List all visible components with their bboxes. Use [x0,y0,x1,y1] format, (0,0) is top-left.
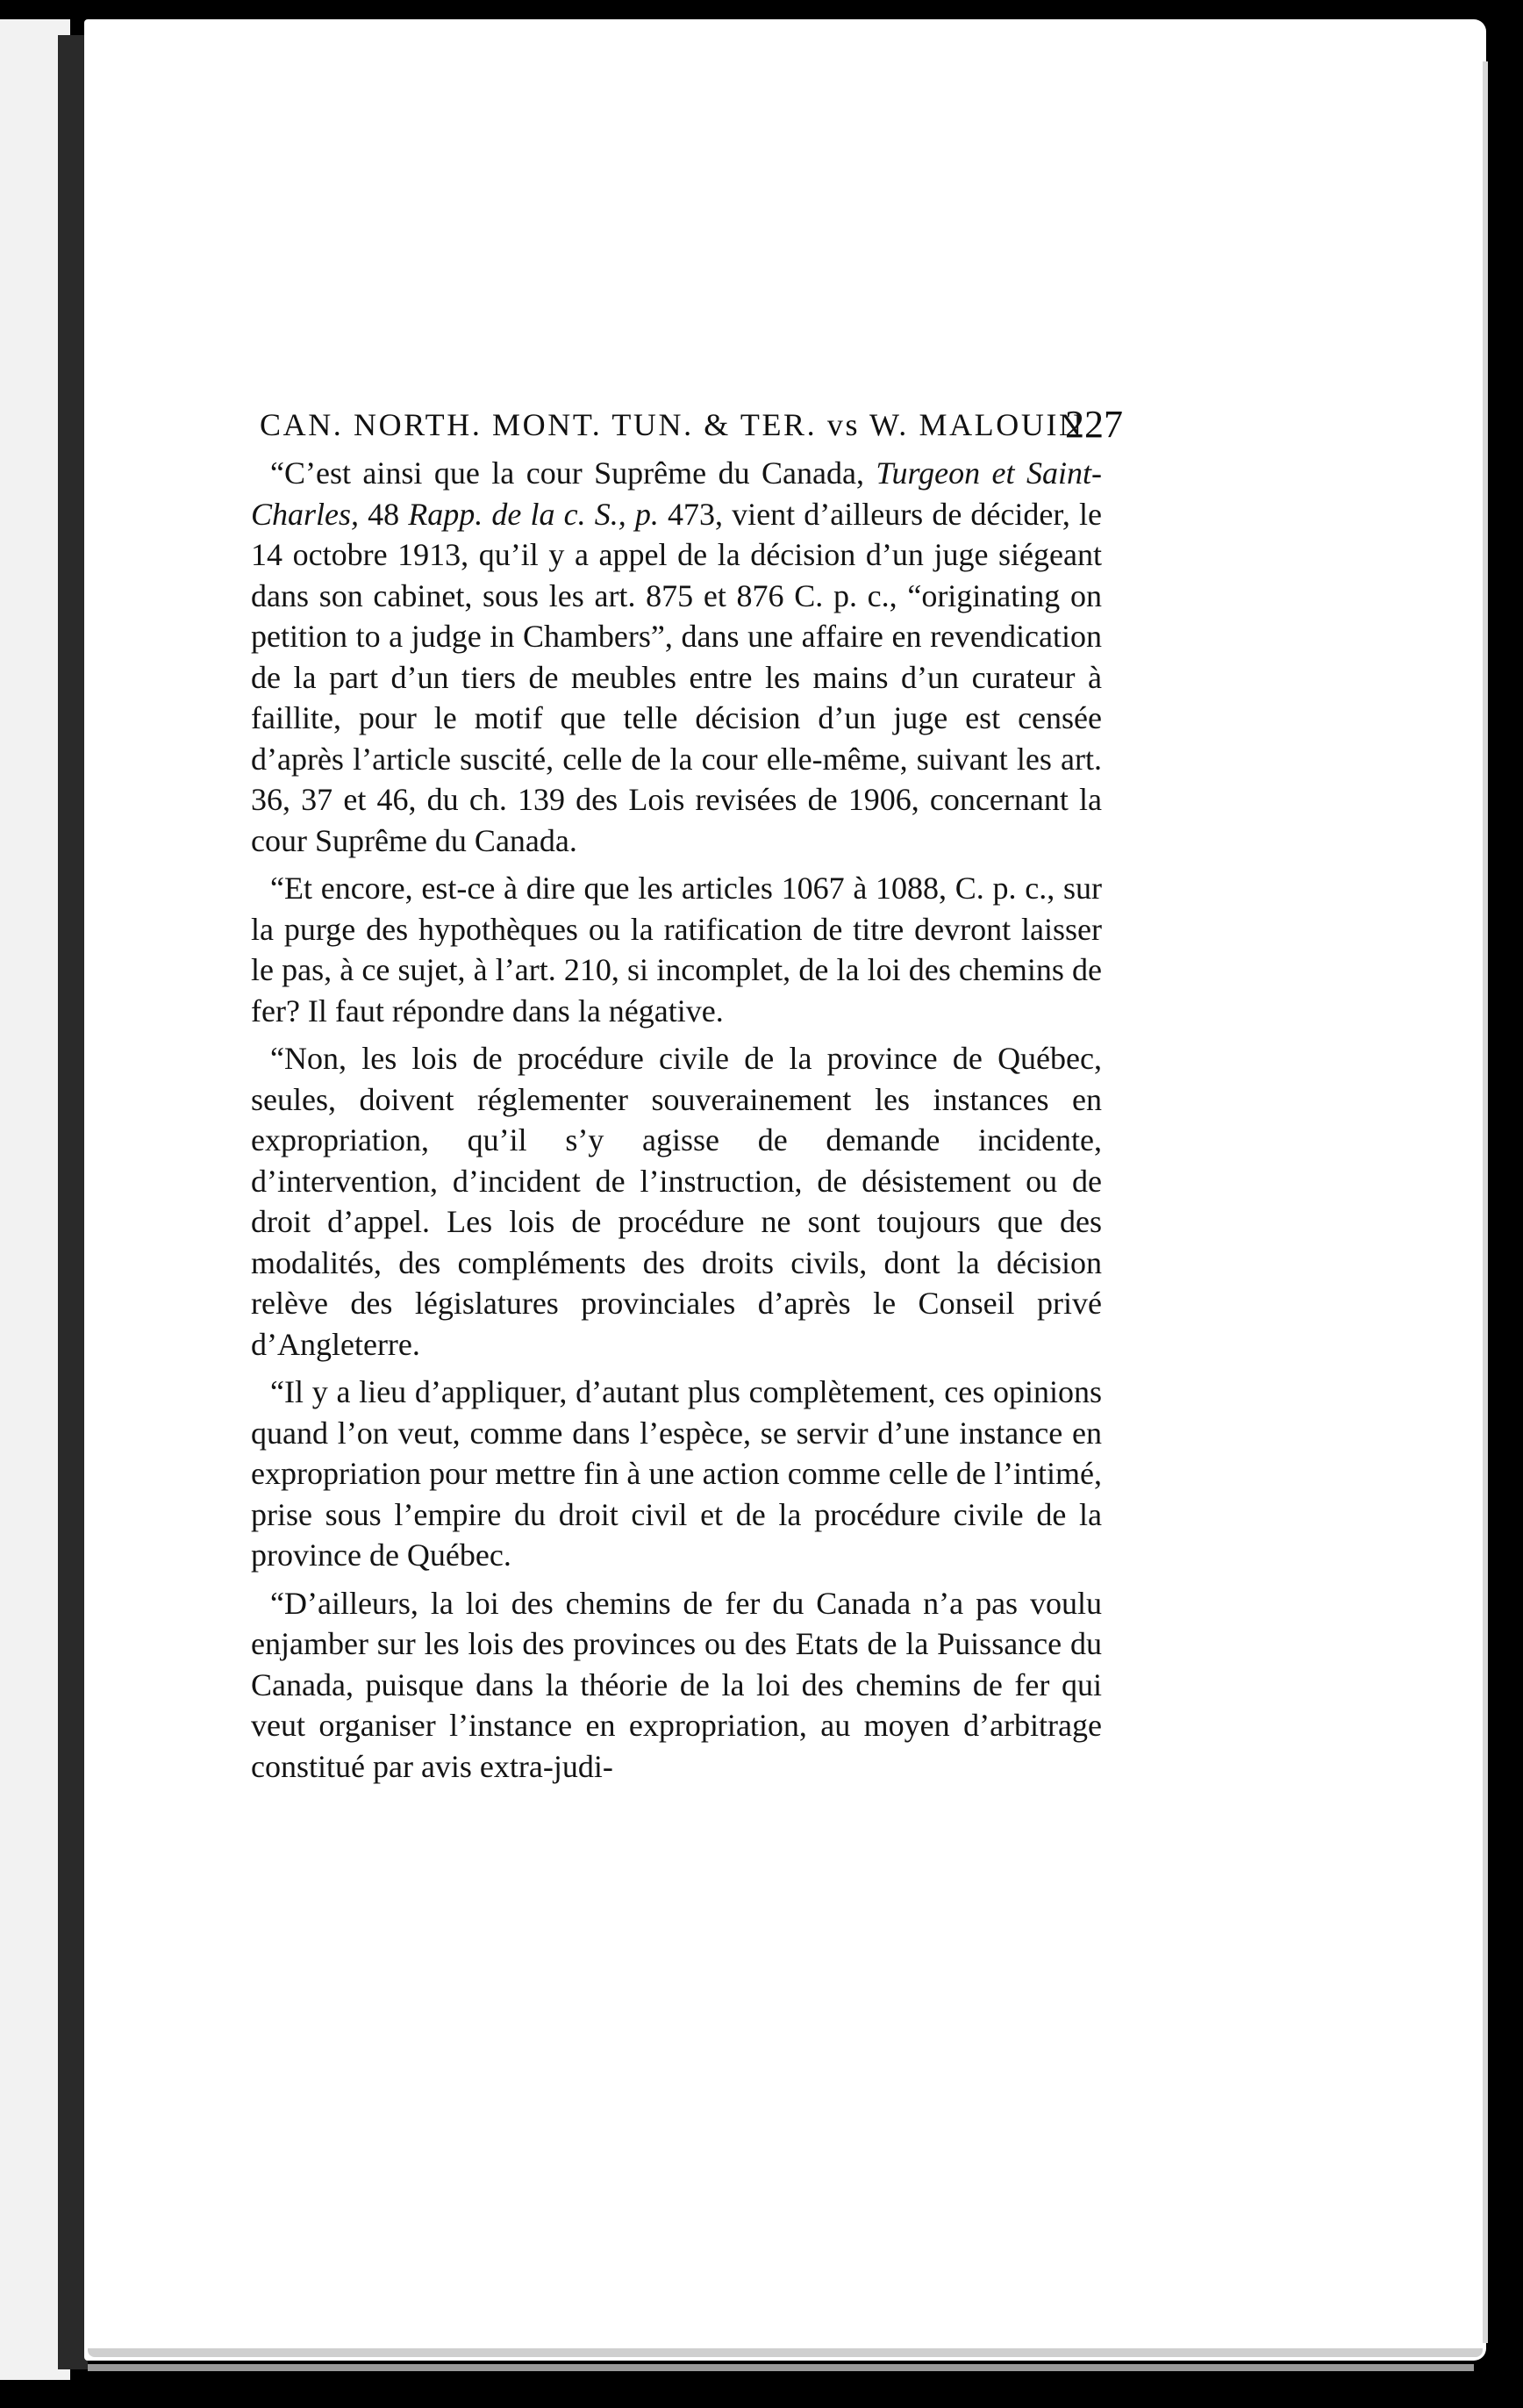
case-name-italic: Turgeon et Saint-Charles, [251,455,1102,532]
paragraph-1-text-a: “C’est ainsi que la cour Suprême du Canada, [270,455,876,491]
paragraph-1 [251,453,1102,861]
paragraph-1-text-b: 48 [359,496,409,532]
page-number: 227 [1065,403,1123,446]
paragraph-5: “D’ailleurs, la loi des chemins de fer du Canada n’a pas voulu enjamber sur les lois des provinces ou des Etats de la Puissance du Canada, puisque dans la théorie de la loi des chemins de fer qui veut organiser l’instance en expropriation, au moyen d’arbitrage constitué par avis extra-judi- [251,1585,1102,1784]
page-stack-bottom [88,2364,1474,2371]
running-title: CAN. NORTH. MONT. TUN. & TER. vs W. MALOUIN [260,407,1084,442]
paragraph-2: “Et encore, est-ce à dire que les articles 1067 à 1088, C. p. c., sur la purge des hypothèques ou la ratification de titre devront laisser le pas, à ce sujet, à l’art. 210, si incomplet, de la loi des chemins de fer? Il faut répondre dans la négative. [251,871,1102,1028]
book-gutter [58,35,88,2369]
paragraph-3: “Non, les lois de procédure civile de la province de Québec, seules, doivent réglementer souverainement les instances en expropriation, qu’il s’y agisse de demande incidente, d’intervention, d’incident de l’instruction, de désistement ou de droit d’appel. Les lois de procédure ne sont toujours que des modalités, des compléments des droits civils, dont la décision relève des législatures provinciales d’après le Conseil privé d’Angleterre. [251,1041,1102,1362]
report-citation-italic: Rapp. de la c. S., p. [408,496,659,532]
running-head [260,398,1123,451]
page-edge-bottom [88,2348,1483,2357]
page-edge-right [1483,61,1488,2343]
paragraph-1-text-c: 473, vient d’ailleurs de décider, le 14 octobre 1913, qu’il y a appel de la décision d’un juge siégeant dans son cabinet, sous les art. 875 et 876 C. p. c., “originating on petition to a judge in Chambers”, dans une affaire en revendication de la part d’un tiers de meubles entre les mains d’un curateur à faillite, pour le motif que telle décision d’un juge est censée d’après l’article suscité, celle de la cour elle-même, suivant les art. 36, 37 et 46, du ch. 139 des Lois revisées de 1906, concernant la cour Suprême du Canada. [251,496,1103,858]
paragraph-4: “Il y a lieu d’appliquer, d’autant plus complètement, ces opinions quand l’on veut, comme dans l’espèce, se servir d’une instance en expropriation pour mettre fin à une action comme celle de l’intimé, prise sous l’empire du droit civil et de la procédure civile de la province de Québec. [251,1374,1102,1573]
page-body [251,453,1102,1787]
